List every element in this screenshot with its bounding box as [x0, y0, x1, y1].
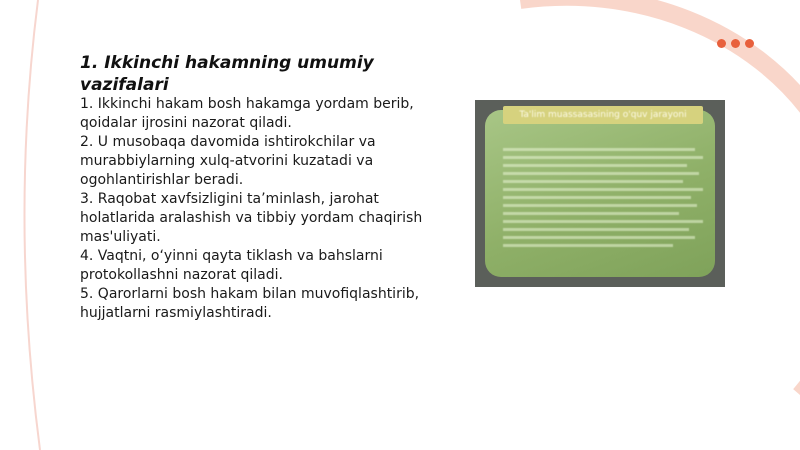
list-item: 2. U musobaqa davomida ishtirokchilar va murabbiylarning xulq-atvorini kuzatadi va ogohlantirishlar beradi.	[80, 134, 376, 188]
accent-dot	[731, 39, 740, 48]
accent-dot	[745, 39, 754, 48]
photo-banner-text: Ta'lim muassasasining o'quv jarayoni	[519, 110, 687, 120]
list-item: 1. Ikkinchi hakam bosh hakamga yordam berib, qoidalar ijrosini nazorat qiladi.	[80, 96, 414, 131]
slide-title: 1. Ikkinchi hakamning umumiy vazifalari	[80, 53, 374, 95]
photo-text-lines	[503, 148, 703, 252]
list-item: 4. Vaqtni, o‘yinni qayta tiklash va bahslarni protokollashni nazorat qiladi.	[80, 248, 383, 283]
list-item: 3. Raqobat xavfsizligini ta’minlash, jarohat holatlarida aralashish va tibbiy yordam chaqirish mas'uliyati.	[80, 191, 423, 245]
accent-dot	[717, 39, 726, 48]
photo-banner	[503, 106, 703, 124]
duty-list	[80, 95, 425, 323]
list-item: 5. Qarorlarni bosh hakam bilan muvofiqlashtirib, hujjatlarni rasmiylashtiradi.	[80, 286, 420, 321]
slide-photo	[475, 100, 725, 287]
accent-dots	[717, 39, 754, 48]
